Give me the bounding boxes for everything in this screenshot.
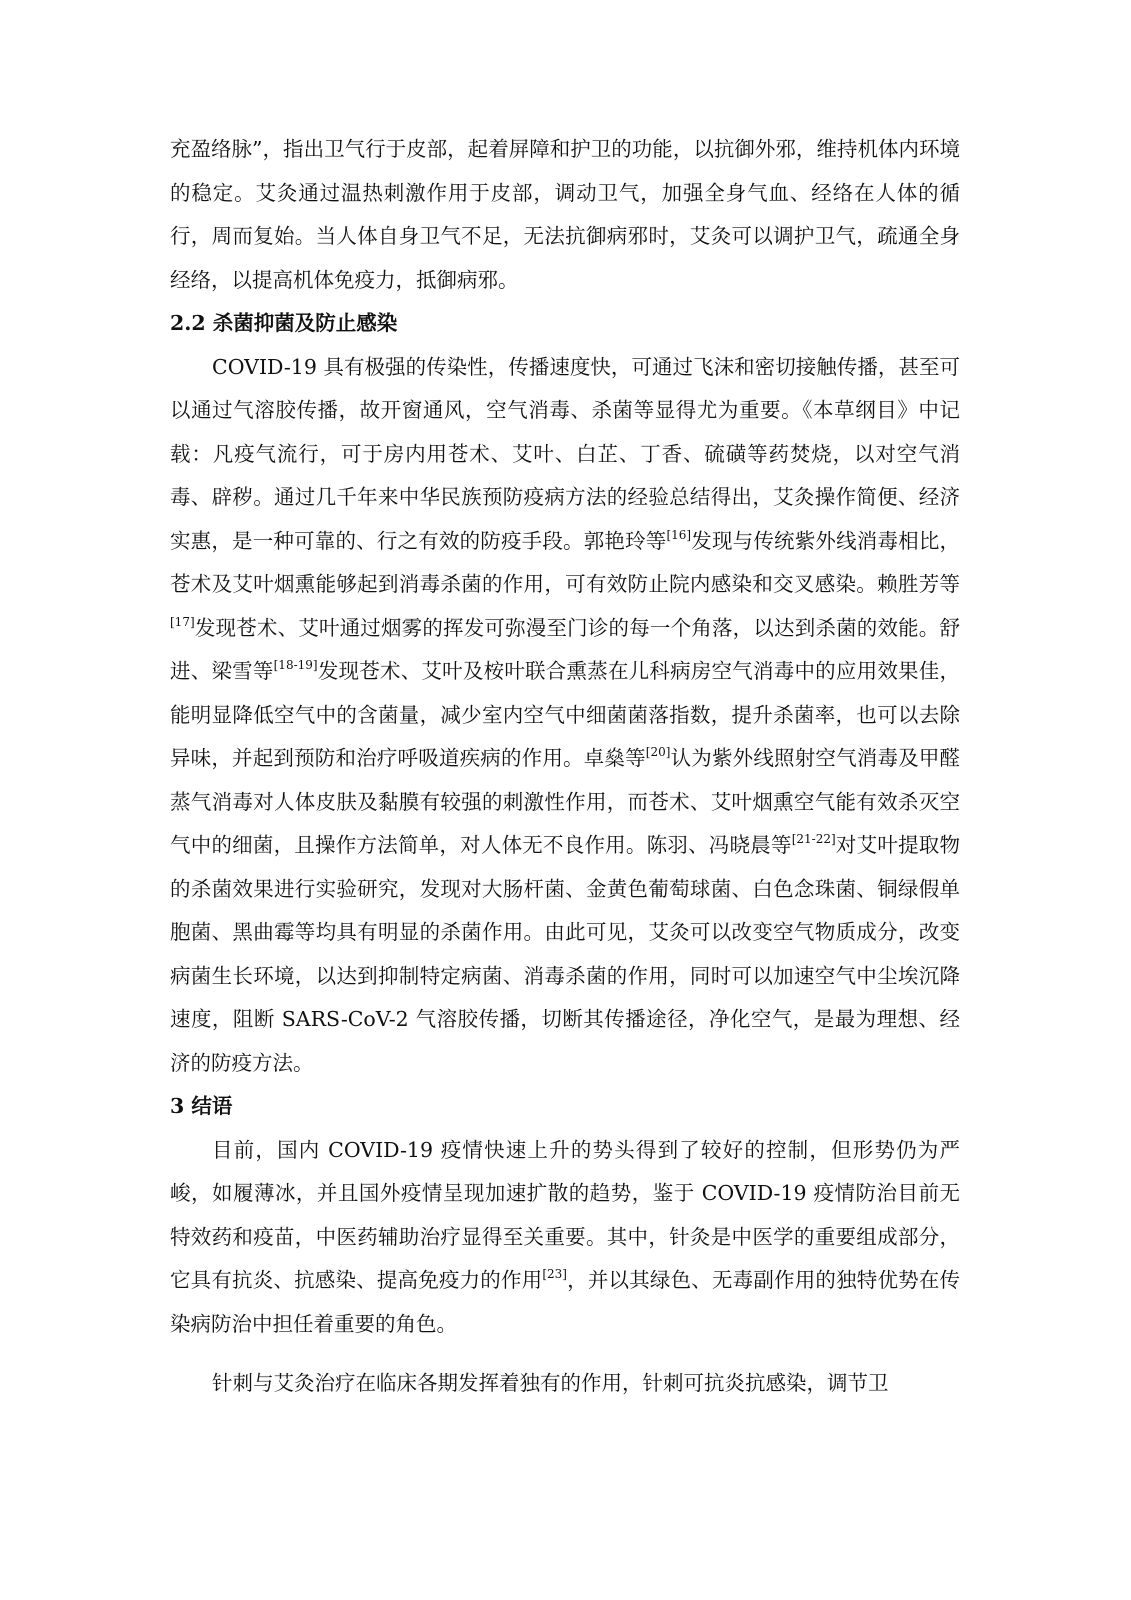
citation-18-19: [18-19] [273, 658, 318, 672]
citation-16: [16] [666, 527, 692, 542]
citation-17: [17] [170, 614, 195, 629]
citation-21-22: [21-22] [791, 832, 836, 846]
text-run: COVID-19 具有极强的传染性，传播速度快，可通过飞沫和密切接触传播，甚至可以通过气溶胶传播，故开窗通风，空气消毒、杀菌等显得尤为重要。《本草纲目》中记载：凡疫气流行，可于房内用苍术、艾叶、白芷、丁香、硫磺等药焚烧，以对空气消毒、辟秽。通过几千年来中华民族预防疫病方法的经验总结得出，艾灸操作简便、经济实惠，是一种可靠的、行之有效的防疫手段。郭艳玲等 [170, 354, 960, 553]
text-run: ，并以其绿色、无毒副作用的独特优势在传染病防治中担任着重要的角色。 [170, 1268, 961, 1336]
citation-20: [20] [645, 745, 671, 759]
text-run: 对艾叶提取物的杀菌效果进行实验研究，发现对大肠杆菌、金黄色葡萄球菌、白色念珠菌、铜绿假单胞菌、黑曲霉等均具有明显的杀菌作用。由此可见，艾灸可以改变空气物质成分，改变病菌生长环境，以达到抑制特定病菌、消毒杀菌的作用，同时可以加速空气中尘埃沉降速度，阻断 SARS-CoV-2 气溶胶传播，切断其传播途径，净化空气，是最为理想、经济的防疫方法。 [170, 833, 961, 1075]
text-run: 发现苍术、艾叶通过烟雾的挥发可弥漫至门诊的每一个角落，以达到杀菌的效能。舒进、梁雪等 [170, 615, 960, 683]
section-2-2-paragraph [170, 346, 960, 1086]
citation-23: [23] [542, 1267, 567, 1281]
document-body [170, 128, 960, 1406]
text-run: 认为紫外线照射空气消毒及甲醛蒸气消毒对人体皮肤及黏膜有较强的刺激性作用，而苍术、艾叶烟熏空气能有效杀灭空气中的细菌，且操作方法简单，对人体无不良作用。陈羽、冯晓晨等 [170, 746, 961, 857]
conclusion-paragraph-1 [170, 1129, 960, 1347]
text-run: 目前，国内 COVID-19 疫情快速上升的势头得到了较好的控制，但形势仍为严峻，如履薄冰，并且国外疫情呈现加速扩散的趋势，鉴于 COVID-19 疫情防治目前无特效药和疫苗，中医药辅助治疗显得至关重要。其中，针灸是中医学的重要组成部分，它具有抗炎、抗感染、提高免疫力的作用 [170, 1137, 960, 1292]
continued-paragraph: 充盈络脉”，指出卫气行于皮部，起着屏障和护卫的功能，以抗御外邪，维持机体内环境的稳定。艾灸通过温热刺激作用于皮部，调动卫气，加强全身气血、经络在人体的循行，周而复始。当人体自身卫气不足，无法抗御病邪时，艾灸可以调护卫气，疏通全身经络，以提高机体免疫力，抵御病邪。 [170, 137, 960, 292]
section-heading-3: 3 结语 [170, 1094, 233, 1118]
text-run: 发现与传统紫外线消毒相比，苍术及艾叶烟熏能够起到消毒杀菌的作用，可有效防止院内感染和交叉感染。赖胜芳等 [170, 528, 961, 596]
section-heading-2-2: 2.2 杀菌抑菌及防止感染 [170, 311, 398, 335]
conclusion-paragraph-2: 针刺与艾灸治疗在临床各期发挥着独有的作用，针刺可抗炎抗感染，调节卫 [212, 1371, 889, 1395]
text-run: 发现苍术、艾叶及桉叶联合熏蒸在儿科病房空气消毒中的应用效果佳，能明显降低空气中的含菌量，减少室内空气中细菌菌落指数，提升杀菌率，也可以去除异味，并起到预防和治疗呼吸道疾病的作用。卓燊等 [170, 659, 961, 770]
